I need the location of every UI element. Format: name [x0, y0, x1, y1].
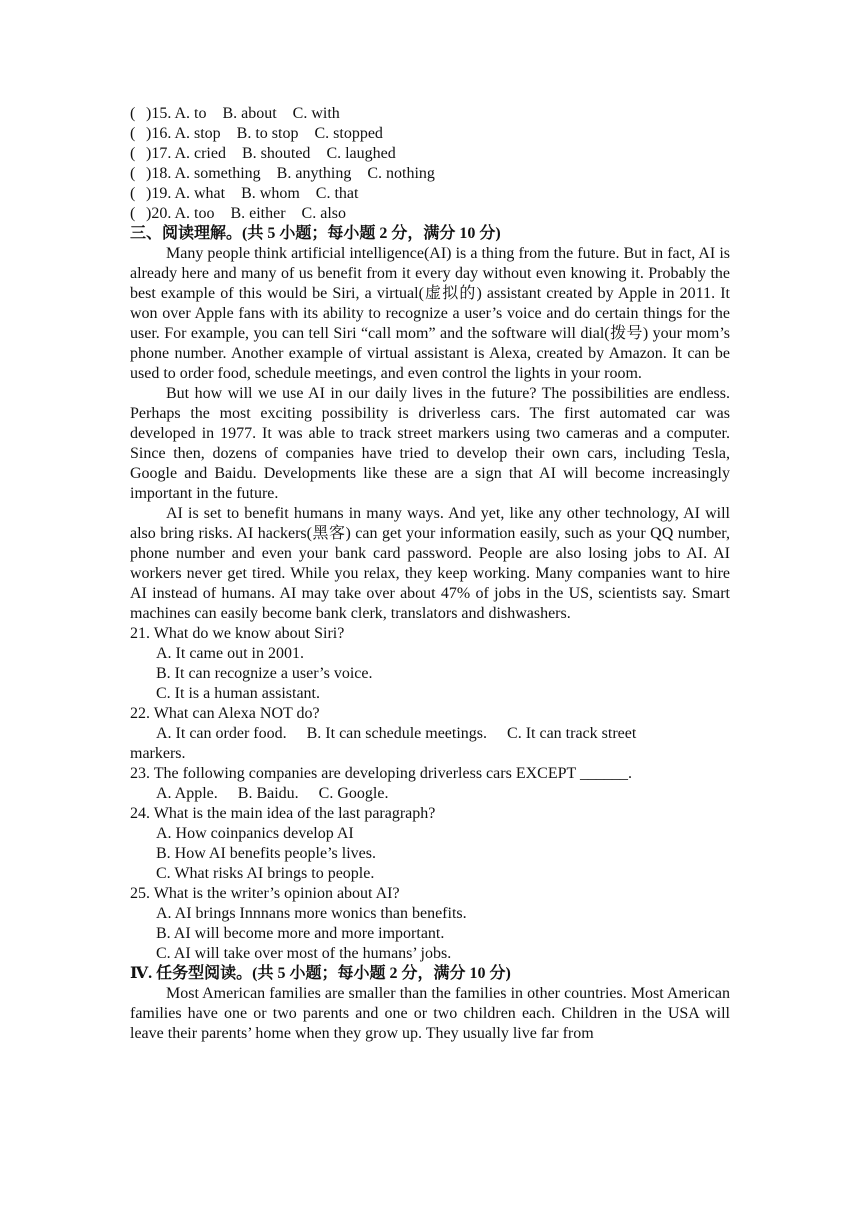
- passage-paragraph-2: But how will we use AI in our daily lives in the future? The possibilities are endless. Perhaps the most exciting possibility is driverless cars. The first automated car was developed in 1977. It was able to track street markers using two cameras and a computer. Since then, dozens of companies have tried to develop their own cars, including Tesla, Google and Baidu. Developments like these are a sign that AI will become increasingly important in the future.: [130, 385, 730, 502]
- section-4-passage: Most American families are smaller than the families in other countries. Most American families have one or two parents and one or two children each. Children in the USA will leave their parents’ home when they grow up. They usually live far from: [130, 985, 730, 1042]
- cloze-option-20: ( )20. A. too B. either C. also: [130, 205, 346, 222]
- question-21: 21. What do we know about Siri?: [130, 625, 345, 642]
- question-21-option-a: A. It came out in 2001.: [156, 645, 304, 662]
- question-22-option-c-continued: markers.: [130, 745, 186, 762]
- question-21-option-c: C. It is a human assistant.: [156, 685, 320, 702]
- section-4-heading: Ⅳ. 任务型阅读。(共 5 小题；每小题 2 分，满分 10 分): [130, 965, 511, 982]
- question-23: 23. The following companies are developing driverless cars EXCEPT ______.: [130, 765, 632, 782]
- cloze-option-15: ( )15. A. to B. about C. with: [130, 105, 340, 122]
- cloze-option-17: ( )17. A. cried B. shouted C. laughed: [130, 145, 396, 162]
- passage-paragraph-3: AI is set to benefit humans in many ways. And yet, like any other technology, AI will also bring risks. AI hackers(黑客) can get your information easily, such as your QQ number, phone number and even your bank card password. People are also losing jobs to AI. AI workers never get tired. While you relax, they keep working. Many companies want to hire AI instead of humans. AI may take over about 47% of jobs in the US, scientists say. Smart machines can easily become bank clerk, translators and dishwashers.: [130, 505, 730, 622]
- question-24: 24. What is the main idea of the last paragraph?: [130, 805, 436, 822]
- question-25: 25. What is the writer’s opinion about AI?: [130, 885, 400, 902]
- question-22: 22. What can Alexa NOT do?: [130, 705, 320, 722]
- cloze-option-18: ( )18. A. something B. anything C. nothing: [130, 165, 435, 182]
- question-22-options: A. It can order food. B. It can schedule meetings. C. It can track street: [156, 725, 637, 742]
- section-3-heading: 三、阅读理解。(共 5 小题；每小题 2 分，满分 10 分): [130, 225, 501, 242]
- question-21-option-b: B. It can recognize a user’s voice.: [156, 665, 373, 682]
- question-25-option-c: C. AI will take over most of the humans’ jobs.: [156, 945, 452, 962]
- question-24-option-a: A. How coinpanics develop AI: [156, 825, 354, 842]
- question-24-option-b: B. How AI benefits people’s lives.: [156, 845, 376, 862]
- cloze-option-19: ( )19. A. what B. whom C. that: [130, 185, 359, 202]
- passage-paragraph-1: Many people think artificial intelligence(AI) is a thing from the future. But in fact, AI is already here and many of us benefit from it every day without even knowing it. Probably the best example of this would be Siri, a virtual(虚拟的) assistant created by Apple in 2011. It won over Apple fans with its ability to recognize a user’s voice and do certain things for the user. For example, you can tell Siri “call mom” and the software will dial(拨号) your mom’s phone number. Another example of virtual assistant is Alexa, created by Amazon. It can be used to order food, schedule meetings, and even control the lights in your room.: [130, 245, 730, 382]
- question-23-options: A. Apple. B. Baidu. C. Google.: [156, 785, 389, 802]
- question-25-option-b: B. AI will become more and more important.: [156, 925, 445, 942]
- question-24-option-c: C. What risks AI brings to people.: [156, 865, 375, 882]
- document-page: [130, 104, 730, 1044]
- cloze-option-16: ( )16. A. stop B. to stop C. stopped: [130, 125, 383, 142]
- question-25-option-a: A. AI brings Innnans more wonics than benefits.: [156, 905, 467, 922]
